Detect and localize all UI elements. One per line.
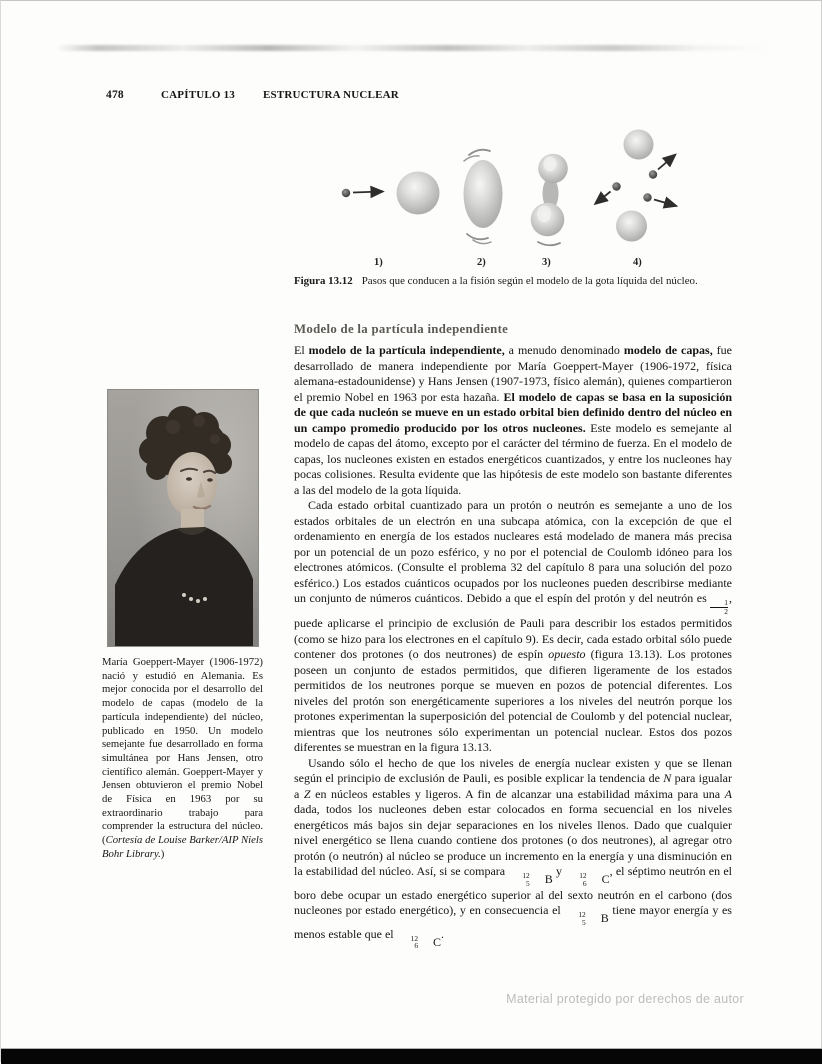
neutron-icon bbox=[612, 182, 620, 190]
main-text-column bbox=[294, 322, 732, 950]
portrait-photo bbox=[107, 389, 259, 647]
nuclide-notation: 12 6 C bbox=[410, 933, 442, 951]
figure-step-label-2: 2) bbox=[477, 257, 486, 268]
chapter-label: CAPÍTULO 13 bbox=[161, 89, 236, 101]
figure-step-label-3: 3) bbox=[542, 257, 551, 268]
nuclide-notation: 12 5 B bbox=[578, 910, 609, 927]
figure-caption-label: Figura 13.12 bbox=[294, 275, 353, 287]
figure-step-label-4: 4) bbox=[633, 257, 642, 268]
vibration-arc bbox=[469, 150, 490, 155]
fission-step-4 bbox=[595, 130, 677, 242]
vibration-arc bbox=[538, 242, 560, 245]
fission-step-2 bbox=[464, 150, 503, 244]
paragraph: El modelo de la partícula independiente, a menudo denominado modelo de capas, fue desarrollado de manera independiente por María Goeppert-Mayer (1906-1972, física alemana-estadounidense) y Hans Jensen (1907-1973, físico alemán), quienes compartieron el premio Nobel en 1963 por esta hazaña. El modelo de capas se basa en la suposición de que cada nucleón se mueve en un estado orbital bien definido dentro del núcleo en un campo promedio producido por los otros nucleones. Este modelo es semejante al modelo de capas del átomo, excepto por el carácter del término de fuerza. En el modelo de capas, los nucleones existen en estados energéticos cuantizados, y entre los nucleones hay pocas colisiones. Resulta evidente que las hipótesis de este modelo son bastante diferentes a las del modelo de la gota líquida. bbox=[294, 343, 732, 497]
neutron-arrow bbox=[658, 155, 676, 170]
neutron-arrow bbox=[654, 200, 677, 207]
scan-artifact-streak bbox=[56, 45, 768, 51]
highlight bbox=[544, 157, 557, 172]
fission-fragment bbox=[616, 211, 647, 242]
page-number: 478 bbox=[106, 89, 124, 101]
vibration-arc bbox=[467, 234, 488, 239]
figure-step-label-1: 1) bbox=[374, 257, 383, 268]
fission-fragment bbox=[624, 130, 654, 160]
photo-caption: María Goeppert-Mayer (1906-1972) nació y estudió en Alemania. Es mejor conocida por el desarrollo del modelo de capas (modelo de la partícula independiente) del núcleo, publicado en 1950. Un modelo semejante fue desarrollado en forma simultánea por Hans Jensen, otro científico alemán. Goeppert-Mayer y Jensen obtuvieron el premio Nobel de Física en 1963 por su extraordinario trabajo para comprender la estructura del núcleo. (Cortesía de Louise Barker/AIP Niels Bohr Library.) bbox=[102, 656, 263, 860]
paragraph: Usando sólo el hecho de que los niveles de energía nuclear existen y que se llenan según el principio de exclusión de Pauli, es posible explicar la tendencia de N para igualar a Z en núcleos estables y ligeros. A fin de alcanzar una estabilidad máxima para una A dada, todos los nucleones deben estar colocados en forma secuencial en los niveles energéticos más bajos sin dejar separaciones en los niveles llenos. Dado que cualquier nivel energético se llena cuando contiene dos protones (o dos neutrones), al agregar otro protón (o neutrón) al núcleo se produce un incremento en la energía y una disminución en la estabilidad del núcleo. Así, si se compara 12 5 B y 12 6 C , el séptimo neutrón en el boro debe ocupar un estado energético superior al del sexto neutrón en el carbono (dos nucleones por estado energético), y en consecuencia el 12 5 B tiene mayor energía y es menos estable que el 12 6 C . bbox=[294, 755, 733, 951]
page-header bbox=[106, 89, 606, 105]
deformed-nucleus bbox=[464, 160, 503, 228]
eye bbox=[186, 477, 192, 481]
vibration-arc bbox=[473, 240, 491, 244]
neutron-icon bbox=[342, 189, 350, 197]
fission-step-1 bbox=[342, 172, 440, 215]
copyright-notice: Material protegido por derechos de autor bbox=[506, 992, 744, 1006]
fission-steps-figure bbox=[291, 126, 731, 271]
nuclide-notation: 12 5 B bbox=[522, 871, 553, 888]
nuclide-notation: 12 6 C bbox=[579, 871, 610, 888]
paragraph: Cada estado orbital cuantizado para un protón o neutrón es semejante a uno de los estados orbitales de un electrón en una subcapa atómica, con la excepción de que el ordenamiento en energía de los estados nucleares está modelado de manera más precisa por un potencial de un pozo esférico, y no por el potencial de Coulomb idóneo para los electrones atómicos. (Consulte el problema 32 del capítulo 8 para una solución del pozo esférico.) Los estados cuánticos ocupados por los nucleones pueden describirse mediante un conjunto de números cuánticos. Debido a que el espín del protón y del neutrón es 1 2 , puede aplicarse el principio de exclusión de Pauli para describir los estados permitidos (como se hizo para los electrones en el capítulo 9). Es decir, cada estado orbital sólo puede contener dos protones (o dos neutrones) de espín opuesto (figura 13.13). Los protones poseen un conjunto de estados permitidos, que difieren ligeramente de los estados permitidos de los neutrones porque se mueven en pozos de potencial diferentes. Los niveles del protón son energéticamente superiores a los niveles del neutrón porque los protones experimentan la superposición del potencial de Coulomb y del potencial nuclear, mientras que los neutrones sólo experimentan un potencial nuclear. Estos dos pozos diferentes se muestran en la figura 13.13. bbox=[294, 498, 732, 755]
fraction-notation: 1 2 bbox=[710, 599, 729, 616]
neutron-icon bbox=[649, 170, 657, 178]
neutron-arrow bbox=[595, 192, 611, 205]
neutron-arrow bbox=[353, 192, 383, 193]
figure-caption bbox=[294, 274, 734, 289]
figure-caption-text: Pasos que conducen a la fisión según el modelo de la gota líquida del núcleo. bbox=[361, 275, 698, 287]
highlight bbox=[537, 206, 551, 223]
vibration-arc bbox=[464, 156, 479, 161]
nucleus-sphere bbox=[397, 172, 440, 215]
eye bbox=[207, 478, 213, 481]
chapter-title: ESTRUCTURA NUCLEAR bbox=[263, 89, 399, 101]
neutron-icon bbox=[643, 193, 651, 201]
section-heading: Modelo de la partícula independiente bbox=[294, 322, 509, 336]
fission-step-3 bbox=[531, 154, 568, 246]
